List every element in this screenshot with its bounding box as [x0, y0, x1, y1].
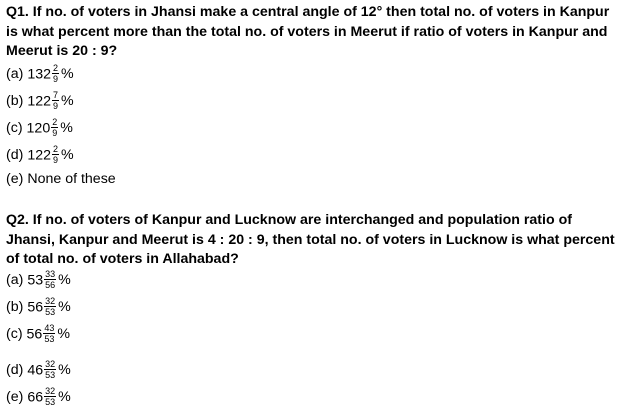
option-fraction: [52, 144, 59, 165]
option-fraction: [52, 90, 59, 111]
option-fraction: [44, 386, 56, 407]
fraction-numerator: 2: [52, 117, 58, 127]
fraction-denominator: 53: [45, 397, 56, 407]
percent-sign: %: [58, 389, 71, 406]
option-whole-number: 56: [27, 299, 44, 316]
option-whole-number: 53: [27, 272, 44, 289]
option-label: (a): [6, 66, 24, 83]
fraction-denominator: 9: [53, 101, 59, 111]
fraction-denominator: 9: [52, 128, 58, 138]
option-label: (c): [6, 326, 23, 343]
percent-sign: %: [58, 362, 71, 379]
q2-option-c: [6, 324, 70, 345]
option-fraction: [44, 359, 56, 380]
percent-sign: %: [60, 120, 73, 137]
q1-option-e: [6, 170, 116, 188]
option-whole-number: 120: [26, 120, 51, 137]
percent-sign: %: [61, 93, 74, 110]
fraction-numerator: 2: [53, 144, 59, 154]
option-fraction: [52, 63, 59, 84]
option-text: None of these: [27, 171, 116, 187]
option-whole-number: 56: [26, 326, 43, 343]
q1-option-b: [6, 91, 74, 112]
option-whole-number: 46: [27, 362, 44, 379]
option-fraction: [51, 117, 58, 138]
question-1-text: Q1. If no. of voters in Jhansi make a central angle of 12° then total no. of voters in Kanpur is what percent more than the total no. of voters in Meerut if ratio of voters in Kanpur and Meerut is 20 : 9?: [6, 4, 610, 60]
fraction-numerator: 33: [45, 269, 56, 279]
fraction-numerator: 32: [45, 359, 56, 369]
option-fraction: [44, 269, 56, 290]
fraction-numerator: 43: [44, 323, 55, 333]
percent-sign: %: [58, 299, 71, 316]
option-whole-number: 122: [27, 147, 52, 164]
option-whole-number: 122: [27, 93, 52, 110]
option-label: (b): [6, 93, 24, 110]
fraction-denominator: 56: [45, 280, 56, 290]
option-fraction: [43, 323, 55, 344]
fraction-numerator: 7: [53, 90, 59, 100]
option-whole-number: 132: [27, 66, 52, 83]
percent-sign: %: [61, 66, 74, 83]
fraction-denominator: 53: [45, 307, 56, 317]
fraction-numerator: 2: [53, 63, 59, 73]
option-label: (e): [6, 389, 24, 406]
option-label: (e): [6, 171, 24, 187]
fraction-denominator: 53: [44, 334, 55, 344]
option-label: (c): [6, 120, 23, 137]
q2-option-a: [6, 270, 71, 291]
q2-option-d: [6, 360, 71, 381]
q2-option-e: [6, 387, 71, 408]
percent-sign: %: [57, 326, 70, 343]
option-label: (a): [6, 272, 24, 289]
q1-option-c: [6, 118, 73, 139]
fraction-denominator: 53: [45, 370, 56, 380]
option-whole-number: 66: [27, 389, 44, 406]
fraction-numerator: 32: [45, 386, 56, 396]
q1-option-a: [6, 64, 74, 85]
q1-option-d: [6, 145, 74, 166]
fraction-denominator: 9: [53, 74, 59, 84]
option-fraction: [44, 296, 56, 317]
fraction-numerator: 32: [45, 296, 56, 306]
percent-sign: %: [58, 272, 71, 289]
fraction-denominator: 9: [53, 155, 59, 165]
question-2-text: Q2. If no. of voters of Kanpur and Lucknow are interchanged and population ratio of Jhansi, Kanpur and Meerut is 4 : 20 : 9, then total no. of voters in Lucknow is what percent of total no. of voters in Allahabad?: [6, 212, 615, 268]
percent-sign: %: [61, 147, 74, 164]
option-label: (b): [6, 299, 24, 316]
option-label: (d): [6, 147, 24, 164]
q2-option-b: [6, 297, 71, 318]
option-label: (d): [6, 362, 24, 379]
